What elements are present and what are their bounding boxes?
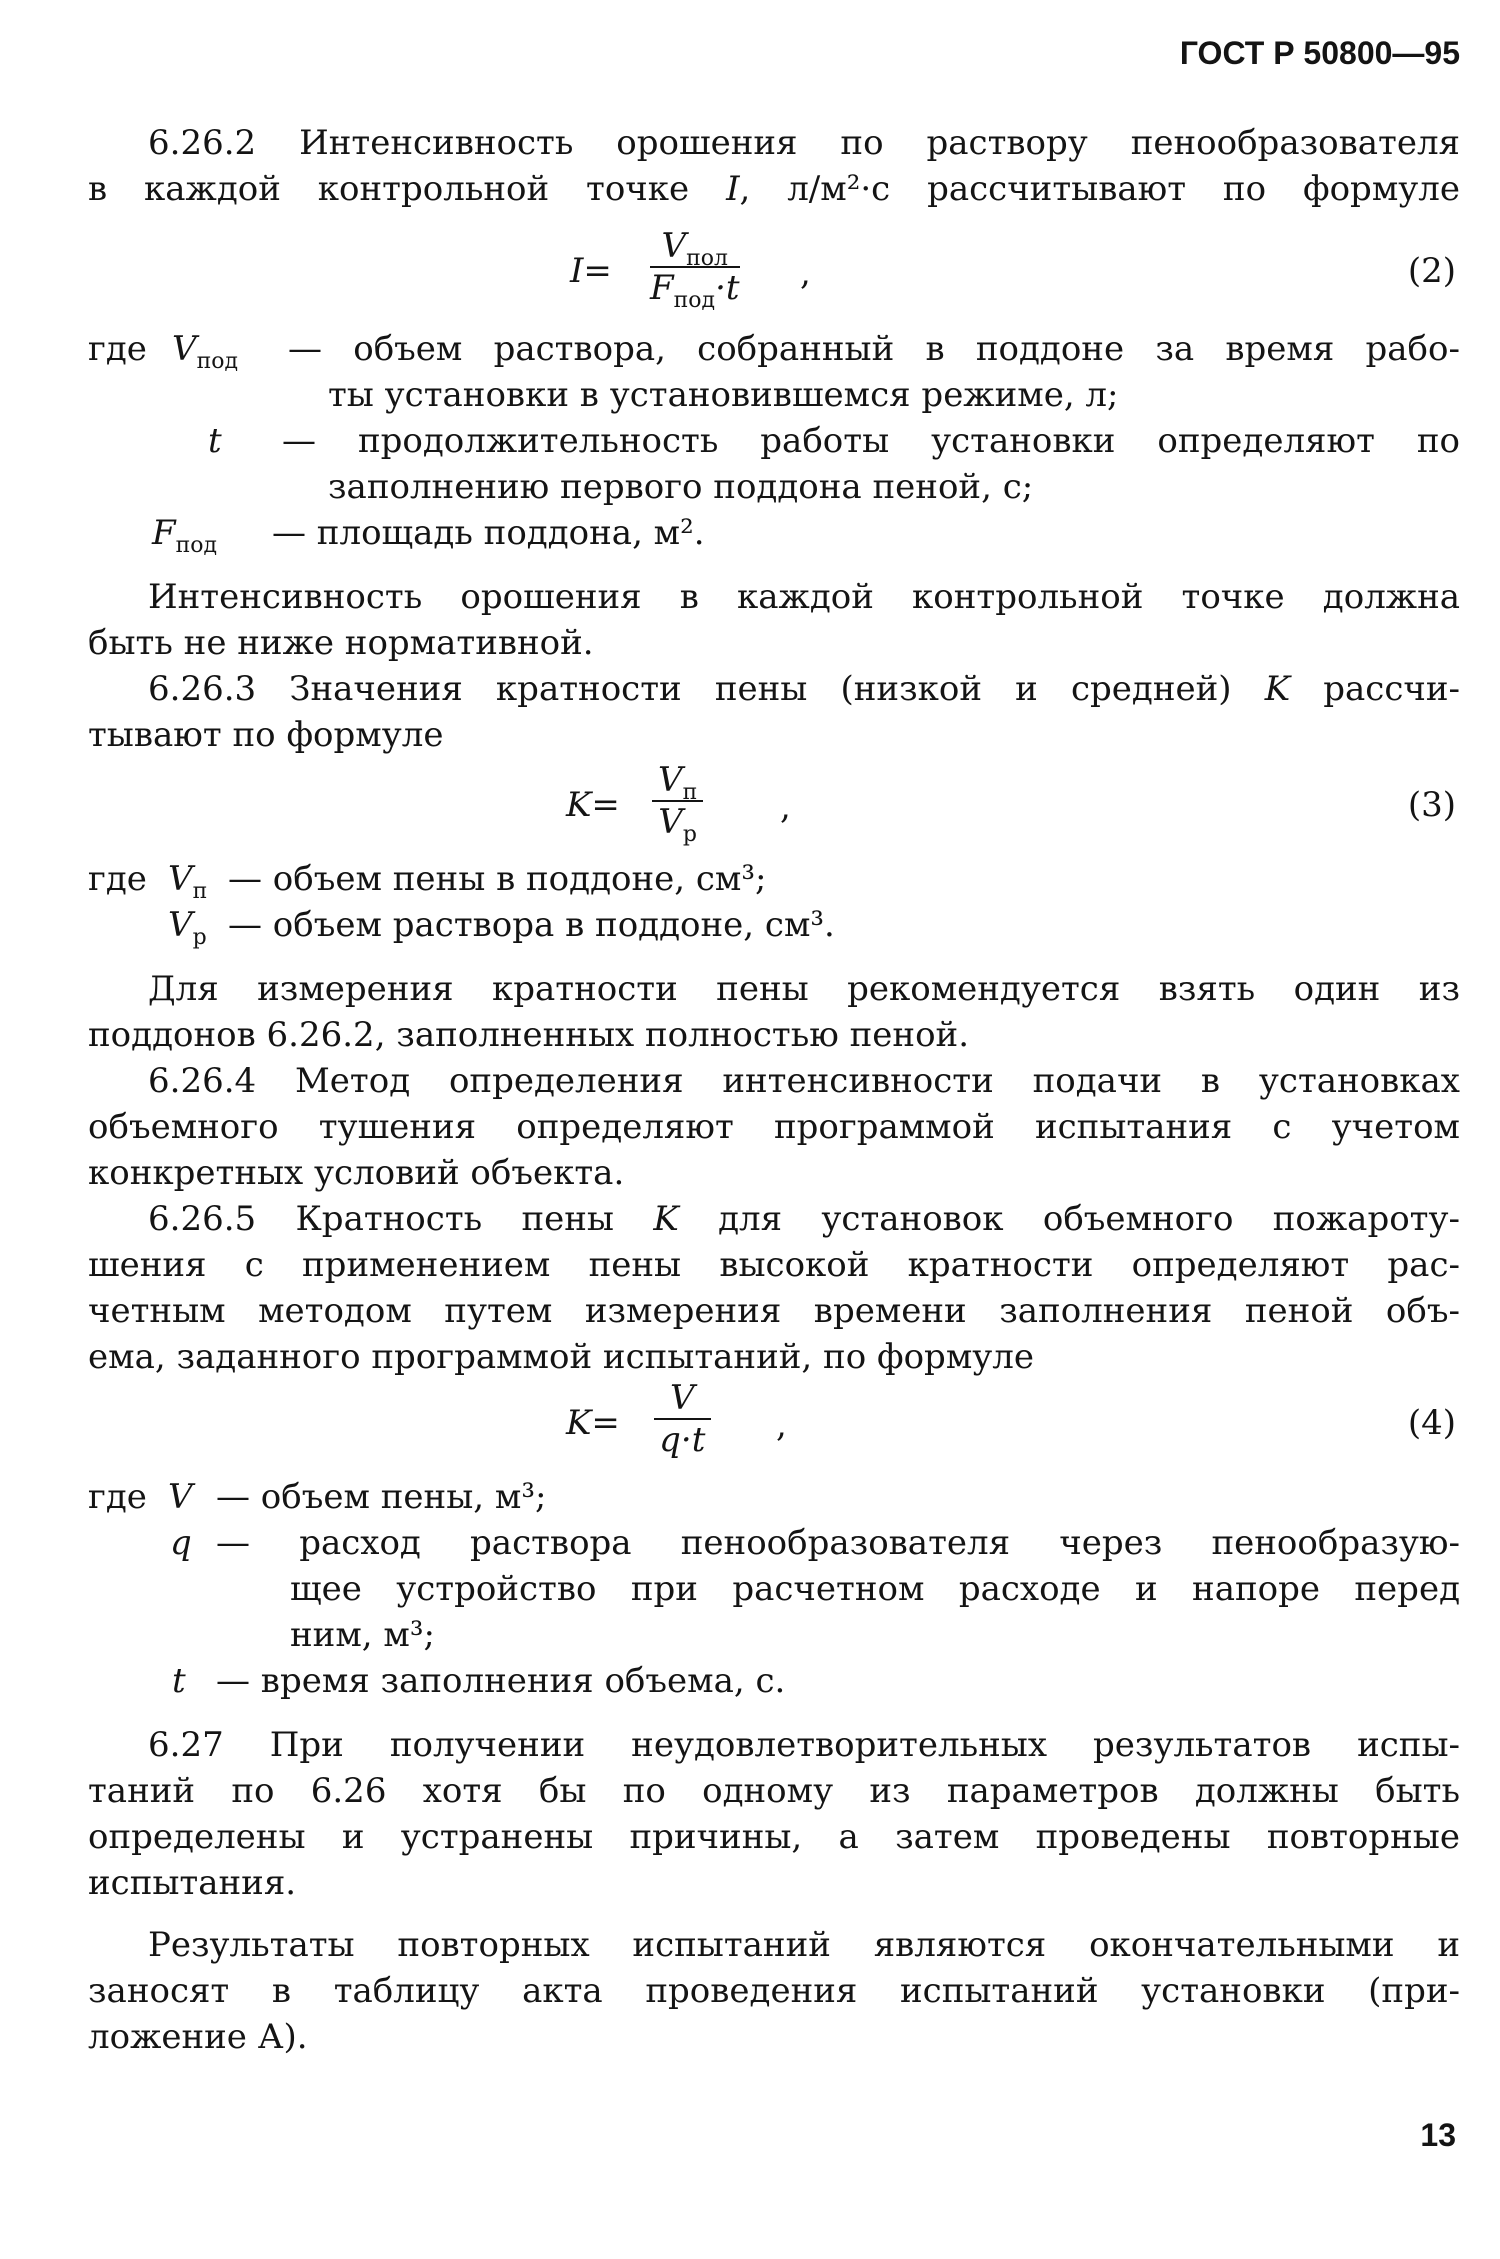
where-4-gde: где bbox=[88, 1477, 147, 1517]
formula-4-number: (4) bbox=[1407, 1403, 1456, 1443]
formula-4-fraction bbox=[654, 1378, 711, 1460]
paragraph-results-line-2: заносят в таблицу акта проведения испытаний установки (при- bbox=[88, 1971, 1460, 2011]
paragraph-measure-line-1: Для измерения кратности пены рекомендуется взять один из bbox=[148, 969, 1460, 1009]
formula-3-denominator: $V_р$ bbox=[658, 802, 697, 847]
paragraph-6-27-line-3: определены и устранены причины, а затем проведены повторные bbox=[88, 1817, 1460, 1857]
paragraph-measure-line-2: поддонов 6.26.2, заполненных полностью пеной. bbox=[88, 1015, 970, 1055]
page-number: 13 bbox=[1420, 2117, 1456, 2153]
where-2-t-symbol: t bbox=[208, 421, 222, 461]
paragraph-results-line-3: ложение А). bbox=[88, 2017, 308, 2057]
paragraph-6-26-3-line-1: 6.26.3 Значения кратности пены (низкой и средней) K рассчи- bbox=[148, 669, 1460, 709]
where-3-vr-line: — объем раствора в поддоне, см³. bbox=[228, 905, 835, 945]
formula-2-fraction bbox=[650, 226, 740, 313]
where-4-q-symbol: q bbox=[170, 1523, 192, 1563]
paragraph-6-27-line-2: таний по 6.26 хотя бы по одному из параметров должны быть bbox=[88, 1771, 1460, 1811]
where-2-v-line-2: ты установки в установившемся режиме, л; bbox=[328, 375, 1119, 415]
paragraph-6-26-5-line-3: четным методом путем измерения времени заполнения пеной объ- bbox=[88, 1291, 1460, 1331]
paragraph-6-26-3-line-2: тывают по формуле bbox=[88, 715, 444, 755]
formula-2-numerator: $V_{пол}$ bbox=[650, 226, 740, 268]
formula-2-number: (2) bbox=[1407, 251, 1456, 291]
document-id-header: ГОСТ Р 50800—95 bbox=[1179, 35, 1460, 71]
paragraph-6-26-2-line-2: в каждой контрольной точке I, л/м²·с рассчитывают по формуле bbox=[88, 169, 1460, 209]
paragraph-6-26-4-line-1: 6.26.4 Метод определения интенсивности подачи в установках bbox=[148, 1061, 1460, 1101]
paragraph-6-26-4-line-3: конкретных условий объекта. bbox=[88, 1153, 625, 1193]
where-4-v-symbol: V bbox=[168, 1477, 193, 1517]
where-2-v-symbol: $V_{под}$ bbox=[172, 329, 239, 374]
where-2-t-line-2: заполнению первого поддона пеной, с; bbox=[328, 467, 1034, 507]
where-3-vp-line: — объем пены в поддоне, см³; bbox=[228, 859, 767, 899]
formula-4-numerator: V bbox=[654, 1378, 711, 1420]
formula-3-numerator: $V_п$ bbox=[652, 760, 703, 802]
where-2-gde: где bbox=[88, 329, 147, 369]
where-2-v-line-1: — объем раствора, собранный в поддоне за время рабо- bbox=[288, 329, 1460, 369]
where-4-q-line-2: щее устройство при расчетном расходе и напоре перед bbox=[290, 1569, 1460, 1609]
paragraph-results-line-1: Результаты повторных испытаний являются окончательными и bbox=[148, 1925, 1460, 1965]
formula-3-fraction bbox=[652, 760, 703, 847]
intensity-variable: I bbox=[726, 169, 740, 209]
where-2-f-symbol: $F_{под}$ bbox=[152, 513, 218, 558]
where-4-t-symbol: t bbox=[172, 1661, 186, 1701]
where-2-t-line-1: — продолжительность работы установки определяют по bbox=[282, 421, 1460, 461]
where-4-v-line: — объем пены, м³; bbox=[216, 1477, 547, 1517]
paragraph-6-26-4-line-2: объемного тушения определяют программой испытания с учетом bbox=[88, 1107, 1460, 1147]
paragraph-6-27-line-4: испытания. bbox=[88, 1863, 297, 1903]
formula-3-comma: , bbox=[780, 787, 791, 827]
formula-2-denominator: $F_{под}\cdot t$ bbox=[650, 268, 740, 313]
where-3-vr-symbol: $V_р$ bbox=[168, 905, 207, 950]
paragraph-intensity-line-1: Интенсивность орошения в каждой контрольной точке должна bbox=[148, 577, 1460, 617]
formula-3-lhs: K= bbox=[566, 785, 620, 825]
paragraph-6-27-line-1: 6.27 При получении неудовлетворительных результатов испы- bbox=[148, 1725, 1460, 1765]
where-4-q-line-3: ним, м³; bbox=[290, 1615, 435, 1655]
paragraph-6-26-2-line-1: 6.26.2 Интенсивность орошения по раствору пенообразователя bbox=[148, 123, 1460, 163]
where-2-f-line: — площадь поддона, м². bbox=[272, 513, 705, 553]
where-4-q-line-1: — расход раствора пенообразователя через пенообразую- bbox=[216, 1523, 1460, 1563]
paragraph-intensity-line-2: быть не ниже нормативной. bbox=[88, 623, 594, 663]
formula-4-comma: , bbox=[776, 1405, 787, 1445]
where-3-gde: где bbox=[88, 859, 147, 899]
paragraph-6-26-5-line-2: шения с применением пены высокой кратности определяют рас- bbox=[88, 1245, 1460, 1285]
formula-4-denominator: q·t bbox=[659, 1420, 706, 1460]
formula-2-comma: , bbox=[800, 253, 811, 293]
where-4-t-line: — время заполнения объема, с. bbox=[216, 1661, 786, 1701]
formula-3-number: (3) bbox=[1407, 785, 1456, 825]
where-3-vp-symbol: $V_п$ bbox=[168, 859, 208, 904]
formula-4-lhs: K= bbox=[566, 1403, 620, 1443]
formula-2-lhs: I= bbox=[570, 251, 612, 291]
paragraph-6-26-5-line-4: ема, заданного программой испытаний, по формуле bbox=[88, 1337, 1034, 1377]
paragraph-6-26-5-line-1: 6.26.5 Кратность пены K для установок объемного пожароту- bbox=[148, 1199, 1460, 1239]
